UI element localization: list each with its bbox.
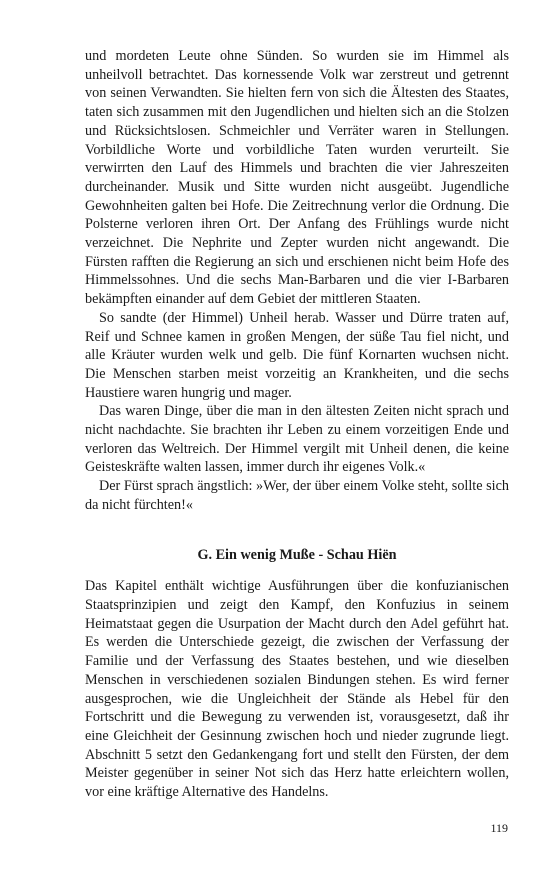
- page-number: 119: [490, 821, 508, 835]
- body-paragraph: Der Fürst sprach ängstlich: »Wer, der über einem Volke steht, sollte sich da nicht fürchten!«: [85, 478, 509, 513]
- body-paragraph: und mordeten Leute ohne Sünden. So wurden sie im Himmel als unheilvoll betrachtet. Das kornessende Volk war zerstreut und getrennt von seinen Verwandten. Sie hielten fern von sich die Ältesten des Staates, taten sich zusammen mit den Jugendlichen und hielten sich an die Stolzen und Rücksichtslosen. Schmeichler und Verräter waren in Stellungen. Vorbildliche Worte und vorbildliche Taten wurden verurteilt. Sie verwirrten den Lauf des Himmels und brachten die vier Jahreszeiten durcheinander. Musik und Sitte wurden nicht ausgeübt. Jugendliche Gewohnheiten galten bei Hofe. Die Zeitrechnung verlor die Ordnung. Die Polsterne verloren ihren Ort. Der Anfang des Frühlings wurde nicht verzeichnet. Die Nephrite und Zepter wurden nicht angewandt. Die Fürsten rafften die Regierung an sich und erschienen nicht beim Hofe des Himmelssohnes. Und die sechs Man-Barbaren und die vier I-Barbaren bekämpften einander auf dem Gebiet der mittleren Staaten.: [85, 48, 509, 308]
- section-heading: G. Ein wenig Muße - Schau Hiën: [197, 546, 397, 563]
- page-content: [85, 47, 509, 802]
- section-intro-paragraph: Das Kapitel enthält wichtige Ausführungen über die konfuzianischen Staatsprinzipien und zeigt den Kampf, den Konfuzius in seinem Heimatstaat gegen die Usurpation der Macht durch den Adel geführt hat. Es werden die Unterschiede gezeigt, die zwischen der Verfassung der Familie und der Verfassung des Staates bestehen, und wie dieselben Menschen in verschiedenen sozialen Bindungen stehen. Es wird ferner ausgesprochen, wie die Ungleichheit der Stände als Hebel für den Fortschritt und die Bewegung zu verwenden ist, vorausgesetzt, daß ihr eine Gleichheit der Gesinnung zwischen hoch und nieder zugrunde liegt. Abschnitt 5 setzt den Gedankengang fort und stellt den Fürsten, der dem Meister gegenüber in seiner Not sich das Herz hatte erleichtern wollen, vor eine kräftige Alternative des Handelns.: [85, 578, 509, 801]
- body-paragraph: So sandte (der Himmel) Unheil herab. Wasser und Dürre traten auf, Reif und Schnee kamen in großen Mengen, der süße Tau fiel nicht, und alle Kräuter wurden welk und gelb. Die fünf Kornarten wuchsen nicht. Die Menschen starben meist vorzeitig an Krankheiten, und die sechs Haustiere waren hungrig und mager.: [85, 309, 509, 401]
- body-paragraph: Das waren Dinge, über die man in den ältesten Zeiten nicht sprach und nicht nachdachte. Sie brachten ihr Leben zu einem vorzeitigen Ende und verloren das Weltreich. Der Himmel vergilt mit Unheil denen, die keine Geisteskräfte walten lassen, immer durch ihr eigenes Volk.«: [85, 403, 509, 476]
